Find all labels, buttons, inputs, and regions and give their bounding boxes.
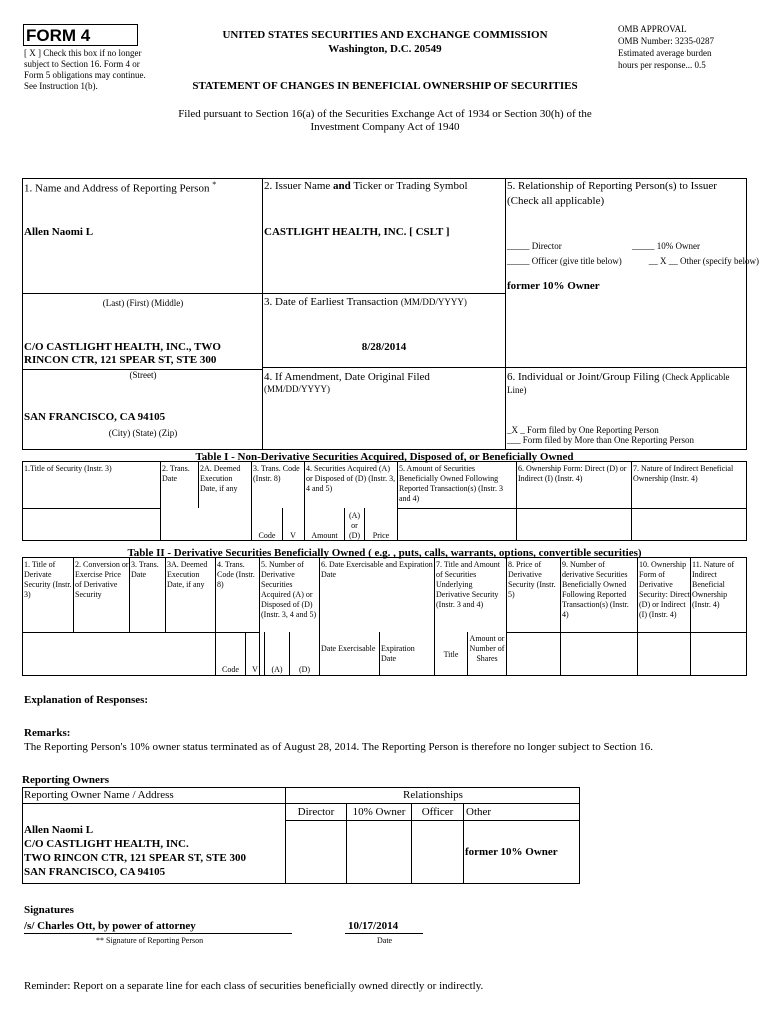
street-label: (Street) <box>129 370 157 380</box>
owner-addr1: C/O CASTLIGHT HEALTH, INC. <box>24 838 189 850</box>
omb-burden-1: Estimated average burden <box>618 48 712 58</box>
checkbox-text[interactable]: [ X ] Check this box if no longer subject to Section 16. Form 4 or Form 5 obligations may continue. See Instruction 1(b). <box>24 48 146 91</box>
explanation-heading: Explanation of Responses: <box>24 694 149 706</box>
t1-sub-price: Price <box>372 531 390 540</box>
t2-col6: 6. Date Exercisable and Expiration Date <box>321 560 433 579</box>
filing-one-person[interactable]: _X _ Form filed by One Reporting Person <box>507 425 659 435</box>
box4-label: 4. If Amendment, Date Original Filed <box>264 371 430 383</box>
signatures-heading: Signatures <box>24 904 74 916</box>
box5-label: 5. Relationship of Reporting Person(s) to Issuer <box>507 180 717 192</box>
reminder-text: Reminder: Report on a separate line for each class of securities beneficially owned directly or indirectly. <box>24 980 484 992</box>
relationship-title: former 10% Owner <box>507 280 600 292</box>
t1-col2: 2. Trans. Date <box>162 464 190 483</box>
owner-other-value: former 10% Owner <box>465 846 558 858</box>
box2-label: 2. Issuer Name and Ticker or Trading Symbol <box>264 180 468 192</box>
box5-sublabel: (Check all applicable) <box>507 195 605 207</box>
t2-sub-d: (D) <box>298 665 311 674</box>
t2-col3a: 3A. Deemed Execution Date, if any <box>167 560 208 589</box>
t1-col2a: 2A. Deemed Execution Date, if any <box>200 464 241 493</box>
omb-burden-2: hours per response... 0.5 <box>618 60 706 70</box>
t2-col9: 9. Number of derivative Securities Beneficially Owned Following Reported Transaction(s) (Instr. 4) <box>562 560 629 619</box>
omb-approval: OMB APPROVAL <box>618 24 687 34</box>
earliest-transaction-date: 8/28/2014 <box>361 341 407 353</box>
t1-col6: 6. Ownership Form: Direct (D) or Indirect (I) (Instr. 4) <box>518 464 627 483</box>
t2-col7: 7. Title and Amount of Securities Underlying Derivative Security (Instr. 3 and 4) <box>436 560 501 609</box>
t1-col1: 1.Title of Security (Instr. 3) <box>24 464 112 473</box>
box6-label: 6. Individual or Joint/Group Filing (Check Applicable Line) <box>507 371 730 395</box>
omb-number: OMB Number: 3235-0287 <box>618 36 714 46</box>
box3-label: 3. Date of Earliest Transaction (MM/DD/YYYY) <box>264 296 467 308</box>
box4-label-small: (MM/DD/YYYY) <box>264 384 330 394</box>
signature-date: 10/17/2014 <box>348 920 399 932</box>
reporting-person-street: C/O CASTLIGHT HEALTH, INC., TWO RINCON CTR, 121 SPEAR ST, STE 300 <box>24 341 221 366</box>
issuer-name: CASTLIGHT HEALTH, INC. [ CSLT ] <box>264 226 450 238</box>
owners-heading: Reporting Owners <box>22 774 110 786</box>
owner-name: Allen Naomi L <box>24 824 94 836</box>
t2-sub-date-ex: Date Exercisable <box>321 644 376 653</box>
agency-name: UNITED STATES SECURITIES AND EXCHANGE COMMISSION <box>222 29 548 41</box>
t2-col5: 5. Number of Derivative Securities Acquired (A) or Disposed of (D) (Instr. 3, 4 and 5) <box>261 560 317 619</box>
t2-sub-title: Title <box>443 650 459 659</box>
t1-col7: 7. Nature of Indirect Beneficial Ownership (Instr. 4) <box>633 464 734 483</box>
reporting-person-name: Allen Naomi L <box>24 226 94 238</box>
owners-col-officer: Officer <box>421 806 454 818</box>
owner-addr3: SAN FRANCISCO, CA 94105 <box>24 866 166 878</box>
t2-sub-code: Code <box>222 665 239 674</box>
t1-sub-code: Code <box>258 531 276 540</box>
filed-pursuant-line2: Investment Company Act of 1940 <box>310 121 460 133</box>
form-title: FORM 4 <box>26 26 91 45</box>
filing-more-person[interactable]: ___ Form filed by More than One Reporting Person <box>507 435 694 445</box>
remarks-heading: Remarks: <box>24 727 71 739</box>
t2-col11: 11. Nature of Indirect Beneficial Ownership (Instr. 4) <box>692 560 735 609</box>
owners-col-ten: 10% Owner <box>352 806 406 818</box>
t1-col5: 5. Amount of Securities Beneficially Owned Following Reported Transaction(s) (Instr. 3 and 4) <box>399 464 503 503</box>
signer-label: ** Signature of Reporting Person <box>96 936 204 945</box>
reporting-person-city: SAN FRANCISCO, CA 94105 <box>24 411 166 423</box>
t2-col4: 4. Trans. Code (Instr. 8) <box>217 560 255 589</box>
t2-sub-a: (A) <box>271 665 283 674</box>
remarks-text: The Reporting Person's 10% owner status terminated as of August 28, 2014. The Reporting Person is therefore no longer subject to Section 16. <box>24 741 653 753</box>
city-label: (City) (State) (Zip) <box>108 428 178 438</box>
t2-sub-exp: Expiration Date <box>381 644 415 663</box>
owners-col-director: Director <box>297 806 335 818</box>
t2-col10: 10. Ownership Form of Derivative Security: Direct (D) or Indirect (I) (Instr. 4) <box>639 560 690 619</box>
relationship-officer[interactable]: _____ Officer (give title below) <box>507 256 622 266</box>
owner-addr2: TWO RINCON CTR, 121 SPEAR ST, STE 300 <box>24 852 246 864</box>
owners-col-relationships: Relationships <box>403 789 463 801</box>
t2-col3: 3. Trans. Date <box>131 560 159 579</box>
relationship-director[interactable]: _____ Director <box>507 241 562 251</box>
table2-title: Table II - Derivative Securities Beneficially Owned ( e.g. , puts, calls, warrants, options, convertible securities) <box>127 547 642 559</box>
owners-col-name: Reporting Owner Name / Address <box>24 789 174 801</box>
t2-sub-amount: Amount or Number of Shares <box>469 634 505 663</box>
agency-location: Washington, D.C. 20549 <box>328 43 442 55</box>
t2-sub-v: V <box>252 665 258 674</box>
table1-title: Table I - Non-Derivative Securities Acquired, Disposed of, or Beneficially Owned <box>195 451 574 463</box>
t1-col4: 4. Securities Acquired (A) or Disposed of (D) (Instr. 3, 4 and 5) <box>306 464 396 493</box>
signer-name: /s/ Charles Ott, by power of attorney <box>24 920 196 932</box>
box1-asterisk: * <box>212 180 217 189</box>
statement-title: STATEMENT OF CHANGES IN BENEFICIAL OWNERSHIP OF SECURITIES <box>192 80 578 92</box>
t2-col8: 8. Price of Derivative Security (Instr. 5) <box>508 560 556 599</box>
top-grid <box>22 178 747 450</box>
box1-label: 1. Name and Address of Reporting Person * <box>24 180 217 195</box>
t2-col2: 2. Conversion or Exercise Price of Derivative Security <box>75 560 129 599</box>
t1-sub-aord: (A) or (D) <box>348 511 361 540</box>
t1-col3: 3. Trans. Code (Instr. 8) <box>253 464 300 483</box>
relationship-other[interactable]: __ X __ Other (specify below) <box>648 256 759 266</box>
t2-col1: 1. Title of Derivate Security (Instr. 3) <box>24 560 72 599</box>
filed-pursuant-line1: Filed pursuant to Section 16(a) of the Securities Exchange Act of 1934 or Section 30(h) of the <box>178 108 592 120</box>
t1-sub-amount: Amount <box>311 531 338 540</box>
date-label: Date <box>377 936 393 945</box>
owners-col-other: Other <box>466 806 492 818</box>
form-title-box <box>23 24 138 46</box>
t1-sub-v: V <box>290 531 296 540</box>
relationship-ten-pct[interactable]: _____ 10% Owner <box>632 241 700 251</box>
name-parts-label: (Last) (First) (Middle) <box>102 298 184 308</box>
